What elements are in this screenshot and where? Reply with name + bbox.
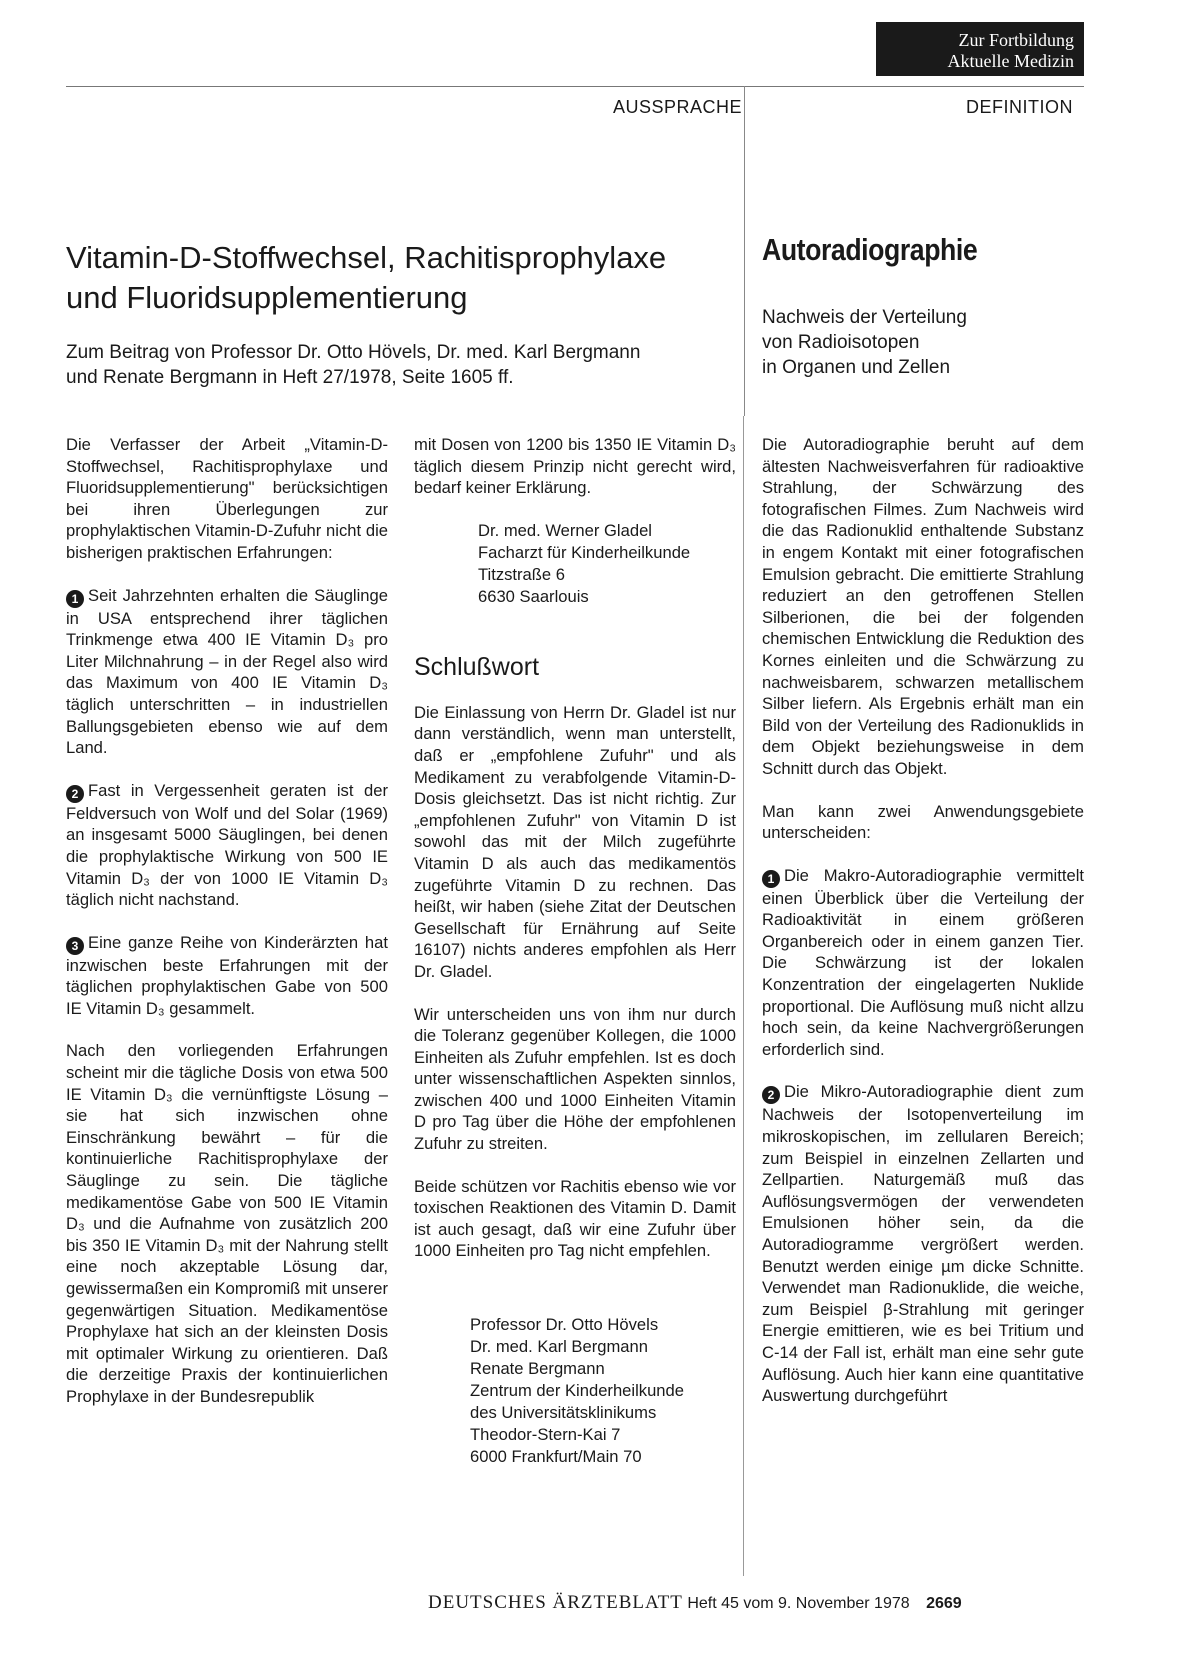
letter-point-1 [66, 585, 388, 759]
reply-paragraph-3: Beide schützen vor Rachitis ebenso wie vor toxischen Reaktionen des Vitamin D. Damit ist auch gesagt, daß wir eine Zufuhr über 1000 Einheiten pro Tag nicht empfehlen. [414, 1176, 736, 1261]
number-2-icon: 2 [762, 1086, 780, 1104]
reply-paragraph-2: Wir unterscheiden uns von ihm nur durch die Toleranz gegenüber Kollegen, die 1000 Einheiten als Zufuhr empfehlen. Ist es doch unter wissenschaftlichen Aspekten sinnlos, zwischen 400 und 1000 Einheiten Vitamin D pro Tag über die Höhe der empfohlenen Zufuhr zu streiten. [414, 1004, 736, 1154]
address-line: 6630 Saarlouis [478, 586, 589, 606]
address-line: Renate Bergmann [470, 1359, 605, 1379]
column-divider [743, 416, 744, 1576]
category-badge [876, 22, 1084, 76]
definition-sub-line1: Nachweis der Verteilung [762, 307, 967, 328]
title-line1: Vitamin-D-Stoffwechsel, Rachitisprophylaxe [66, 240, 667, 275]
letter-point-3 [66, 932, 388, 1020]
author-address-gladel [478, 520, 736, 608]
number-2-icon: 2 [66, 785, 84, 803]
column-2 [414, 434, 736, 1468]
number-1-icon: 1 [762, 870, 780, 888]
top-rule [66, 86, 1084, 87]
column-3 [762, 434, 1084, 1428]
letter-point-3-text: Eine ganze Reihe von Kinderärzten hat inzwischen beste Erfahrungen mit der täglichen prophylaktischen Gabe von 500 IE Vitamin D₃ gesammelt. [66, 932, 388, 1018]
number-3-icon: 3 [66, 937, 84, 955]
letter-intro: Die Verfasser der Arbeit „Vitamin-D-Stoffwechsel, Rachitisprophylaxe und Fluoridsupplementierung" berücksichtigen bei ihren Überlegungen zur prophylaktischen Vitamin-D-Zufuhr nicht die bisherigen praktischen Erfahrungen: [66, 435, 388, 562]
subtitle-line1: Zum Beitrag von Professor Dr. Otto Hövels, Dr. med. Karl Bergmann [66, 342, 641, 363]
address-line: Professor Dr. Otto Hövels [470, 1315, 659, 1335]
address-line: Dr. med. Werner Gladel [478, 520, 652, 540]
badge-line1: Zur Fortbildung [958, 30, 1074, 50]
definition-sub-line3: in Organen und Zellen [762, 357, 951, 378]
section-label-aussprache: AUSSPRACHE [612, 97, 742, 117]
letter-point-2 [66, 780, 388, 911]
page-footer [428, 1592, 962, 1614]
number-1-icon: 1 [66, 590, 84, 608]
address-line: 6000 Frankfurt/Main 70 [470, 1447, 642, 1467]
letter-point-2-text: Fast in Vergessenheit geraten ist der Feldversuch von Wolf und del Solar (1969) an insgesamt 5000 Säuglingen, bei denen die prophylaktische Wirkung von 500 IE Vitamin D₃ der von 1000 IE Vitamin D₃ täglich nicht nachstand. [66, 780, 388, 910]
definition-point-2 [762, 1081, 1084, 1406]
definition-paragraph-2: Man kann zwei Anwendungsgebiete unterscheiden: [762, 801, 1084, 843]
letter-closing: Nach den vorliegenden Erfahrungen scheint mir die tägliche Dosis von etwa 500 IE Vitamin D₃ die vernünftigste Lösung – sie hat sich inzwischen ohne Einschränkung bewährt – für die kontinuierliche Rachitisprophylaxe der Säuglinge zu sein. Die tägliche medikamentöse Gabe von 500 IE Vitamin D₃ und die Aufnahme von zusätzlich 200 bis 350 IE Vitamin D₃ mit der Nahrung stellt eine noch akzeptable Lösung dar, gewissermaßen ein Kompromiß mit unserer gegenwärtigen Situation. Medikamentöse Prophylaxe hat sich an der kleinsten Dosis mit optimaler Wirkung zu orientieren. Daß die derzeitige Praxis der kontinuierlichen Prophylaxe in der Bundesrepublik [66, 1041, 388, 1406]
letter-continuation: mit Dosen von 1200 bis 1350 IE Vitamin D₃ täglich diesem Prinzip nicht gerecht wird, bedarf keiner Erklärung. [414, 435, 736, 498]
article-subtitle [66, 340, 756, 390]
address-line: Dr. med. Karl Bergmann [470, 1337, 648, 1357]
author-address-hoevels [470, 1314, 736, 1468]
page-number: 2669 [926, 1595, 962, 1612]
column-1 [66, 434, 388, 1429]
definition-subtitle [762, 305, 1082, 380]
address-line: Zentrum der Kinderheilkunde [470, 1381, 684, 1401]
subtitle-line2: und Renate Bergmann in Heft 27/1978, Seite 1605 ff. [66, 367, 514, 388]
title-line2: und Fluoridsupplementierung [66, 280, 468, 315]
address-line: Titzstraße 6 [478, 564, 565, 584]
definition-point-1 [762, 865, 1084, 1061]
section-label-definition: DEFINITION [966, 97, 1073, 117]
address-line: des Universitätsklinikums [470, 1403, 657, 1423]
definition-sub-line2: von Radioisotopen [762, 332, 920, 353]
article-title [66, 238, 756, 318]
definition-paragraph-1: Die Autoradiographie beruht auf dem ältesten Nachweisverfahren für radioaktive Strahlung, der Schwärzung des fotografischen Filmes. Zum Nachweis wird die das Radionuklid enthaltende Substanz in engem Kontakt mit einer fotografischen Emulsion gebracht. Die emittierte Strahlung reduziert an den getroffenen Stellen Silberionen, die bei der folgenden chemischen Entwicklung die Reduktion des Kornes einleiten und die Schwärzung zu nachweisbarem, schwarzen metallischem Silber liefern. Als Ergebnis erhält man ein Bild von der Verteilung des Radionuklids in dem Objekt beziehungsweise in dem Schnitt durch das Objekt. [762, 435, 1084, 778]
letter-point-1-text: Seit Jahrzehnten erhalten die Säuglinge in USA entsprechend ihrer täglichen Trinkmenge etwa 400 IE Vitamin D₃ pro Liter Milchnahrung – in der Regel also wird das Maximum von 400 IE Vitamin D₃ täglich unterschritten – in industriellen Ballungsgebieten ebenso wie auf dem Land. [66, 585, 388, 758]
reply-paragraph-1: Die Einlassung von Herrn Dr. Gladel ist nur dann verständlich, wenn man unterstellt, daß er „empfohlene Zufuhr" und als Medikament zu verabfolgende Vitamin-D-Dosis gleichsetzt. Das ist nicht richtig. Zur „empfohlenen Zufuhr" von Vitamin D ist sowohl das mit der Milch zugeführte Vitamin D als auch das medikamentös zugeführte Vitamin D zu rechnen. Das heißt, wir haben (siehe Zitat der Deutschen Gesellschaft für Ernährung auf Seite 16107) nichts anderes empfohlen als Herr Dr. Gladel. [414, 702, 736, 981]
reply-heading: Schlußwort [414, 652, 540, 681]
address-line: Theodor-Stern-Kai 7 [470, 1425, 621, 1445]
issue-info: Heft 45 vom 9. November 1978 [687, 1595, 910, 1612]
journal-name: DEUTSCHES ÄRZTEBLATT [428, 1592, 683, 1613]
definition-title: Autoradiographie [762, 232, 978, 267]
definition-point-1-text: Die Makro-Autoradiographie vermittelt einen Überblick über die Verteilung der Radioaktivität in einem größeren Organbereich oder in einem ganzen Tier. Die Schwärzung ist der lokalen Konzentration der eingelagerten Nuklide proportional. Die Auflösung muß nicht allzu hoch sein, da keine Nachvergrößerungen erforderlich sind. [762, 865, 1084, 1059]
address-line: Facharzt für Kinderheilkunde [478, 542, 691, 562]
definition-point-2-text: Die Mikro-Autoradiographie dient zum Nachweis der Isotopenverteilung im mikroskopischen, im zellularen Bereich; zum Beispiel in einzelnen Zellarten und Zellpartien. Naturgemäß muß das Auflösungsvermögen der verwendeten Emulsionen höher sein, da die Autoradiogramme vergrößert werden. Benutzt werden einige µm dicke Schnitte. Verwendet man Radionuklide, die weiche, zum Beispiel β-Strahlung mit geringer Energie emittieren, wie es bei Tritium und C-14 der Fall ist, erhält man eine sehr gute Auflösung. Auch hier kann eine quantitative Auswertung durchgeführt [762, 1082, 1084, 1406]
badge-line2: Aktuelle Medizin [947, 51, 1074, 71]
